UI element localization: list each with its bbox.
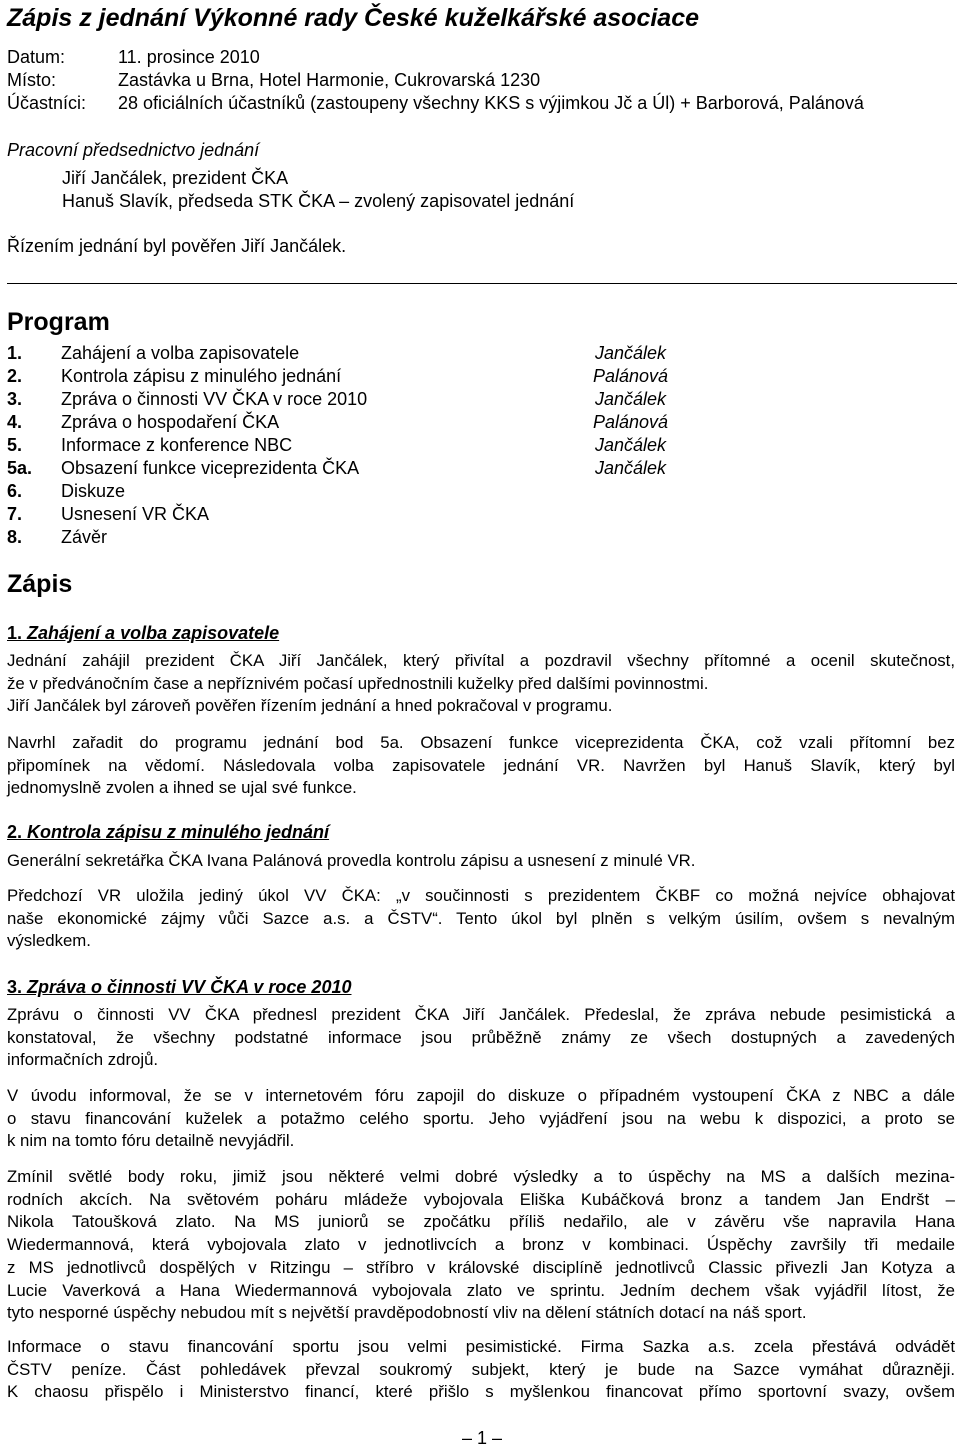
program-item-label: Usnesení VR ČKA [61,504,210,524]
program-item [7,527,707,549]
paragraph-line: Předchozí VR uložila jediný úkol VV ČKA: „v součinnosti s prezidentem ČKBF co možná nejvíce obhajovat [7,886,955,905]
paragraph [7,732,955,800]
paragraph [7,850,955,873]
program-item-presenter: Palánová [593,412,669,432]
program-item-number: 4. [7,412,23,432]
program-item-number: 7. [7,504,23,524]
section-title: Zpráva o činnosti VV ČKA v roce 2010 [27,977,352,997]
minutes-heading: Zápis [7,570,73,598]
program-item [7,435,707,457]
program-item-label: Závěr [61,527,108,547]
program-item-presenter: Palánová [593,366,669,386]
meta-label: Místo: [7,70,57,90]
paragraph [7,650,955,718]
section-heading [7,977,351,998]
paragraph-line: Wiedermannová, která vybojovala zlato v jednotlivcích a bronz v kombinaci. Úspěchy završily tři medaile [7,1235,955,1255]
meta-value: Zastávka u Brna, Hotel Harmonie, Cukrovarská 1230 [118,70,541,90]
paragraph [7,885,955,953]
program-item-label: Zahájení a volba zapisovatele [61,343,300,363]
paragraph-line: Zprávu o činnosti VV ČKA přednesl prezident ČKA Jiří Jančálek. Předeslal, že zpráva nebude pesimistická a [7,1005,955,1024]
program-item-presenter: Jančálek [595,458,667,478]
program-item-number: 5. [7,435,23,455]
paragraph-line: ČSTV peníze. Část pohledávek převzal soukromý subjekt, který je bude na Sazce vymáhat důrazněji. [7,1359,955,1379]
paragraph [7,1166,955,1325]
section-title: Kontrola zápisu z minulého jednání [27,822,330,842]
program-item-label: Informace z konference NBC [61,435,293,455]
paragraph-line: rodních akcích. Na světovém poháru mládeže vybojovala Eliška Kubáčková bronz a tandem Jan Endršt – [7,1189,955,1209]
presidium-member: Jiří Jančálek, prezident ČKA [62,168,289,188]
program-item [7,481,707,503]
paragraph-line: konstatoval, že všechny podstatné informace jsou průběžně známy ze všech dostupných a zavedených [7,1027,955,1047]
paragraph-line: naše ekonomické zájmy vůči Sazce a.s. a ČSTV“. Tento úkol byl plněn s velkým úsilím, ovšem s nevalným [7,908,955,928]
program-item-label: Kontrola zápisu z minulého jednání [61,366,342,386]
program-item-label: Zpráva o činnosti VV ČKA v roce 2010 [61,389,368,409]
paragraph-line: Lucie Vaverková a Hana Wiedermannová vybojovala zlato ve sprintu. Jedním dechem však vyjádřil lítost, že [7,1280,955,1300]
program-item-number: 3. [7,389,23,409]
paragraph-line: Nikola Tatoušková zlato. Na MS juniorů se zpočátku příliš nedařilo, ale v závěru vše napravila Hana [7,1212,955,1232]
meta-row-place [7,70,540,91]
meta-value: 28 oficiálních účastníků (zastoupeny všechny KKS s výjimkou Jč a Úl) + Barborová, Palánová [118,93,864,113]
paragraph [7,1004,955,1072]
paragraph-line: o stavu financování kuželek a potažmo celého sportu. Jeho vyjádření jsou na webu k dispozici, a proto se [7,1108,955,1128]
horizontal-divider [7,283,957,284]
program-item-number: 5a. [7,458,33,478]
program-item-presenter: Jančálek [595,435,667,455]
program-item-number: 2. [7,366,23,386]
program-item [7,343,707,365]
paragraph-line: Zmínil světlé body roku, jimiž jsou některé velmi dobré výsledky a to úspěchy na MS a dalších mezina- [7,1167,955,1186]
paragraph [7,1336,955,1404]
meta-row-date [7,47,260,68]
paragraph-line: informačních zdrojů. [7,1050,159,1070]
paragraph-line: Informace o stavu financování sportu jsou velmi pesimistické. Firma Sazka a.s. zcela přestává odvádět [7,1337,955,1356]
program-item-number: 6. [7,481,23,501]
paragraph-line: Jiří Jančálek byl zároveň pověřen řízením jednání a hned pokračoval v programu. [7,696,613,716]
program-item [7,412,707,434]
paragraph-line: V úvodu informoval, že se v internetovém fóru zapojil do diskuze o případném vystoupení ČKA z NBC a dále [7,1086,955,1105]
program-item [7,504,707,526]
section-heading [7,623,279,644]
presidium-member: Hanuš Slavík, předseda STK ČKA – zvolený zapisovatel jednání [62,191,575,211]
paragraph-line: připomínek na vědomí. Následovala volba zapisovatele jednání VR. Navržen byl Hanuš Slavík, který byl [7,755,955,775]
paragraph-line: že v předvánočním čase a nepříznivém počasí upřednostnili kuželky před dalšími povinnostmi. [7,673,709,693]
paragraph-line: tyto nesporné úspěchy nebudou mít s největší pravděpodobností vliv na dělení státních dotací na náš sport. [7,1303,807,1323]
presidium-heading: Pracovní předsednictvo jednání [7,140,260,160]
page-number: – 1 – [462,1428,503,1448]
document-title: Zápis z jednání Výkonné rady České kuželkářské asociace [7,4,700,32]
program-item [7,389,707,411]
paragraph-line: výsledkem. [7,931,91,951]
paragraph-line: Navrhl zařadit do programu jednání bod 5a. Obsazení funkce viceprezidenta ČKA, což vzali přítomní bez [7,733,955,752]
meta-row-participants [7,93,864,114]
program-item-label: Diskuze [61,481,126,501]
paragraph-line: K chaosu přispělo i Ministerstvo financí, které přišlo s myšlenkou financovat přímo sportovní svazy, ovšem [7,1382,955,1402]
program-item [7,366,707,388]
program-item-presenter: Jančálek [595,389,667,409]
program-heading: Program [7,308,110,336]
program-item-number: 1. [7,343,23,363]
paragraph [7,1085,955,1153]
program-item-number: 8. [7,527,23,547]
program-item-label: Zpráva o hospodaření ČKA [61,412,280,432]
chair-note: Řízením jednání byl pověřen Jiří Jančálek. [7,236,347,256]
section-number: 1. [7,623,23,643]
program-item [7,458,707,480]
meta-label: Datum: [7,47,66,67]
program-item-presenter: Jančálek [595,343,667,363]
section-heading [7,822,329,843]
meta-label: Účastníci: [7,93,87,113]
section-number: 2. [7,822,23,842]
paragraph-line: jednomyslně zvolen a ihned se ujal své funkce. [7,778,357,798]
section-title: Zahájení a volba zapisovatele [27,623,280,643]
meta-value: 11. prosince 2010 [118,47,260,67]
paragraph-line: Generální sekretářka ČKA Ivana Palánová provedla kontrolu zápisu a usnesení z minulé VR. [7,851,696,870]
section-number: 3. [7,977,23,997]
paragraph-line: k nim na tomto fóru detailně nevyjádřil. [7,1131,295,1151]
paragraph-line: Jednání zahájil prezident ČKA Jiří Jančálek, který přivítal a pozdravil všechny přítomné a ocenil skutečnost, [7,651,955,670]
paragraph-line: z MS jednotlivců dospělých v Ritzingu – stříbro v královské disciplíně jednotlivců Classic přivezli Jan Kotyza a [7,1257,955,1277]
program-item-label: Obsazení funkce viceprezidenta ČKA [61,458,360,478]
